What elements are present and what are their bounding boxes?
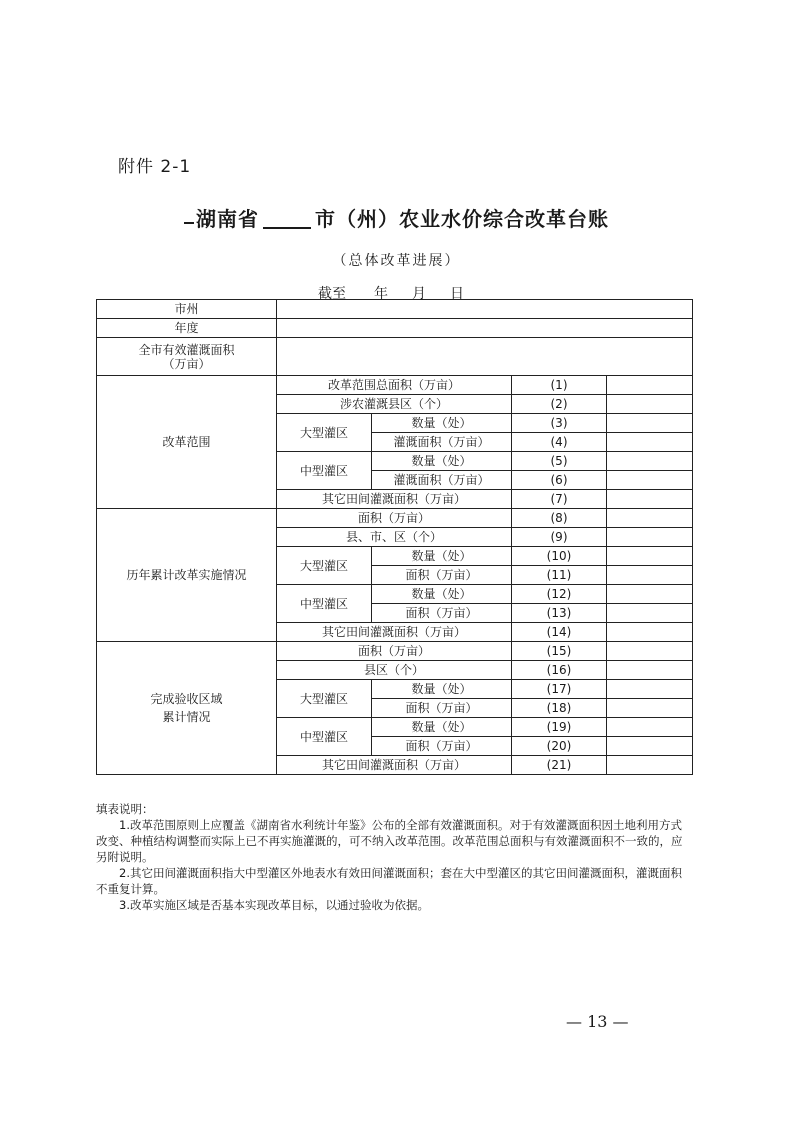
row-label: 改革范围总面积（万亩）	[277, 376, 512, 395]
row-code: (19)	[512, 718, 607, 737]
row-code: (14)	[512, 623, 607, 642]
section-reform-scope: 改革范围	[97, 376, 277, 509]
row-label: 灌溉面积（万亩）	[372, 433, 512, 452]
row-label: 面积（万亩）	[372, 737, 512, 756]
effective-area-line2: （万亩）	[162, 356, 211, 371]
title-part2: 市（州）农业水价综合改革台账	[315, 207, 609, 231]
row-label: 灌溉面积（万亩）	[372, 471, 512, 490]
row-label: 面积（万亩）	[277, 509, 512, 528]
table-row	[97, 642, 693, 661]
row-label: 数量（处）	[372, 585, 512, 604]
row-value-cell[interactable]	[607, 528, 693, 547]
year-value-cell[interactable]	[277, 319, 693, 338]
row-value-cell[interactable]	[607, 737, 693, 756]
note-item: 3.改革实施区域是否基本实现改革目标，以通过验收为依据。	[119, 898, 429, 912]
fill-instructions	[96, 801, 692, 913]
table-row	[97, 376, 693, 395]
row-code: (12)	[512, 585, 607, 604]
row-label: 其它田间灌溉面积（万亩）	[277, 756, 512, 775]
section-completed-line1: 完成验收区域	[150, 692, 223, 706]
date-prefix: 截至	[318, 286, 346, 302]
group-medium: 中型灌区	[277, 585, 372, 623]
row-label: 数量（处）	[372, 414, 512, 433]
row-code: (17)	[512, 680, 607, 699]
row-code: (6)	[512, 471, 607, 490]
row-code: (1)	[512, 376, 607, 395]
row-label: 面积（万亩）	[277, 642, 512, 661]
table-row	[97, 300, 693, 319]
row-code: (11)	[512, 566, 607, 585]
section-completed-line2: 累计情况	[162, 710, 211, 724]
title-blank-line	[263, 209, 311, 229]
row-code: (8)	[512, 509, 607, 528]
row-value-cell[interactable]	[607, 490, 693, 509]
row-value-cell[interactable]	[607, 471, 693, 490]
row-label: 数量（处）	[372, 680, 512, 699]
note-item: 1.改革范围原则上应覆盖《湖南省水利统计年鉴》公布的全部有效灌溉面积。对于有效灌溉面积因土地利用方式改变、种植结构调整而实际上已不再实施灌溉的，可不纳入改革范围。改革范围总面积与有效灌溉面积不一致的，应另附说明。	[96, 818, 683, 864]
row-value-cell[interactable]	[607, 718, 693, 737]
table-row	[97, 509, 693, 528]
row-value-cell[interactable]	[607, 661, 693, 680]
row-label: 县、市、区（个）	[277, 528, 512, 547]
effective-area-value-cell[interactable]	[277, 338, 693, 376]
section-completed	[97, 642, 277, 775]
document-title	[0, 203, 793, 232]
row-value-cell[interactable]	[607, 604, 693, 623]
row-value-cell[interactable]	[607, 699, 693, 718]
row-value-cell[interactable]	[607, 680, 693, 699]
row-code: (18)	[512, 699, 607, 718]
row-code: (3)	[512, 414, 607, 433]
row-code: (2)	[512, 395, 607, 414]
row-label: 其它田间灌溉面积（万亩）	[277, 623, 512, 642]
row-label: 数量（处）	[372, 452, 512, 471]
date-year: 年	[374, 286, 388, 302]
row-code: (16)	[512, 661, 607, 680]
title-part1: 湖南省	[196, 207, 259, 231]
document-subtitle: （总体改革进展）	[332, 253, 461, 269]
row-value-cell[interactable]	[607, 433, 693, 452]
date-month: 月	[412, 286, 426, 302]
group-medium: 中型灌区	[277, 452, 372, 490]
row-value-cell[interactable]	[607, 623, 693, 642]
row-value-cell[interactable]	[607, 642, 693, 661]
row-code: (15)	[512, 642, 607, 661]
row-code: (7)	[512, 490, 607, 509]
row-code: (5)	[512, 452, 607, 471]
row-value-cell[interactable]	[607, 414, 693, 433]
row-value-cell[interactable]	[607, 585, 693, 604]
row-value-cell[interactable]	[607, 756, 693, 775]
row-value-cell[interactable]	[607, 395, 693, 414]
row-label: 数量（处）	[372, 547, 512, 566]
row-code: (9)	[512, 528, 607, 547]
effective-area-label	[97, 338, 277, 376]
effective-area-line1: 全市有效灌溉面积	[138, 342, 235, 357]
row-value-cell[interactable]	[607, 566, 693, 585]
row-value-cell[interactable]	[607, 547, 693, 566]
row-code: (20)	[512, 737, 607, 756]
date-day: 日	[450, 286, 464, 302]
row-label: 数量（处）	[372, 718, 512, 737]
row-label: 其它田间灌溉面积（万亩）	[277, 490, 512, 509]
notes-heading: 填表说明：	[96, 802, 154, 816]
row-label: 涉农灌溉县区（个）	[277, 395, 512, 414]
row-value-cell[interactable]	[607, 509, 693, 528]
title-lead-mark	[184, 222, 194, 224]
table-row	[97, 319, 693, 338]
row-code: (13)	[512, 604, 607, 623]
section-history: 历年累计改革实施情况	[97, 509, 277, 642]
row-code: (10)	[512, 547, 607, 566]
year-label: 年度	[97, 319, 277, 338]
row-label: 县区（个）	[277, 661, 512, 680]
group-large: 大型灌区	[277, 414, 372, 452]
group-large: 大型灌区	[277, 680, 372, 718]
group-medium: 中型灌区	[277, 718, 372, 756]
page-number: — 13 —	[566, 1012, 629, 1031]
attachment-label: 附件 2-1	[118, 157, 192, 177]
city-label: 市州	[97, 300, 277, 319]
city-value-cell[interactable]	[277, 300, 693, 319]
row-code: (4)	[512, 433, 607, 452]
row-value-cell[interactable]	[607, 376, 693, 395]
note-item: 2.其它田间灌溉面积指大中型灌区外地表水有效田间灌溉面积；套在大中型灌区的其它田间灌溉面积，灌溉面积不重复计算。	[96, 866, 682, 896]
row-label: 面积（万亩）	[372, 566, 512, 585]
group-large: 大型灌区	[277, 547, 372, 585]
table-row	[97, 338, 693, 376]
row-label: 面积（万亩）	[372, 699, 512, 718]
row-code: (21)	[512, 756, 607, 775]
row-value-cell[interactable]	[607, 452, 693, 471]
ledger-table	[96, 299, 693, 775]
row-label: 面积（万亩）	[372, 604, 512, 623]
